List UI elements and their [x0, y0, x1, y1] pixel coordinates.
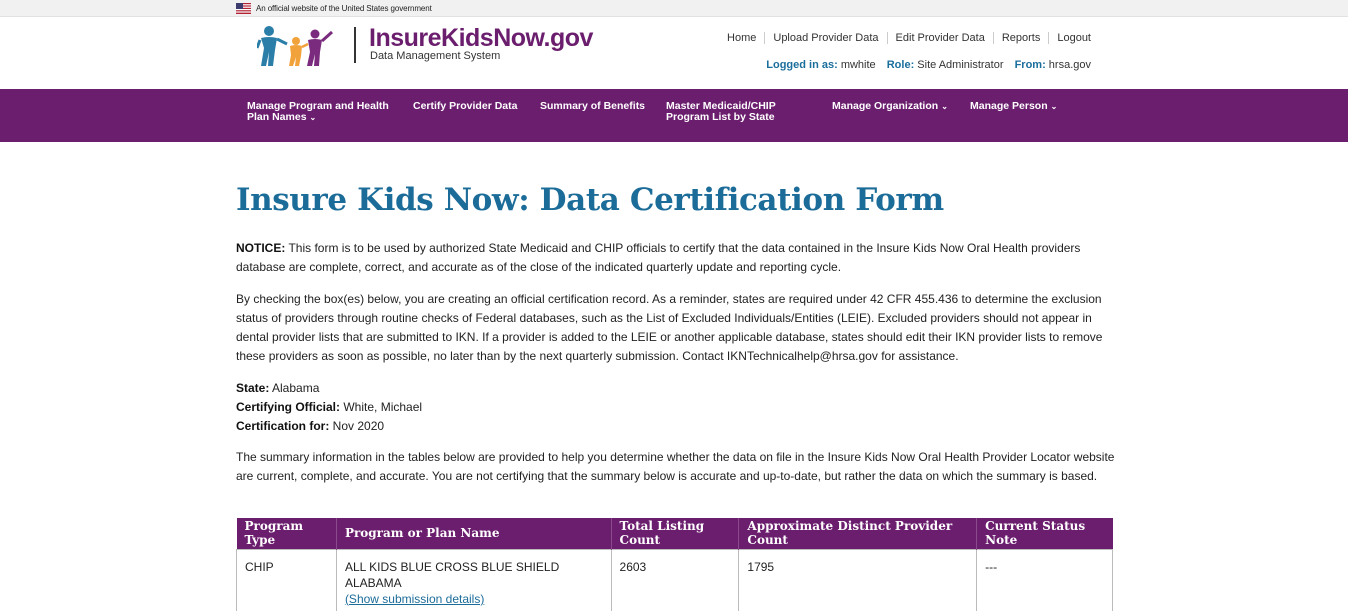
column-header-total-listing-count: Total Listing Count — [611, 518, 739, 549]
chevron-down-icon: ⌄ — [309, 113, 317, 122]
util-nav-reports[interactable]: Reports — [993, 32, 1049, 44]
nav-master-medicaid-chip-list[interactable] — [666, 101, 776, 123]
notice-label: NOTICE: — [236, 241, 286, 255]
site-logo-subtitle: Data Management System — [370, 50, 501, 62]
certifying-official-label: Certifying Official: — [236, 400, 341, 414]
nav-item-label: Plan Names — [247, 111, 307, 123]
nav-item-label: Manage Program and Health — [247, 100, 389, 112]
nav-summary-of-benefits[interactable] — [540, 101, 645, 112]
util-nav-edit-provider-data[interactable]: Edit Provider Data — [887, 32, 993, 44]
state-value: Alabama — [269, 381, 320, 395]
certification-for-label: Certification for: — [236, 419, 330, 433]
gov-banner-text: An official website of the United States government — [256, 4, 432, 13]
logged-in-user: mwhite — [840, 59, 876, 71]
show-submission-details-link[interactable]: (Show submission details) — [344, 591, 485, 606]
notice-paragraph — [236, 239, 1116, 277]
util-nav-home[interactable]: Home — [727, 32, 757, 44]
certification-for-value: Nov 2020 — [329, 419, 385, 433]
util-nav-logout[interactable]: Logout — [1048, 32, 1091, 44]
from-value: hrsa.gov — [1048, 59, 1091, 71]
cell-status-note: --- — [977, 549, 1113, 611]
nav-item-label: Summary of Benefits — [540, 100, 646, 112]
kids-logo-icon[interactable] — [257, 24, 343, 66]
util-nav-upload-provider-data[interactable]: Upload Provider Data — [764, 32, 886, 44]
nav-item-label: Manage Person — [970, 100, 1048, 112]
login-info — [766, 59, 1091, 71]
state-label: State: — [236, 381, 270, 395]
logged-in-label: Logged in as: — [766, 59, 838, 71]
nav-item-label: Certify Provider Data — [413, 100, 518, 112]
nav-manage-program-plan-names[interactable] — [247, 101, 389, 123]
table-row — [237, 549, 1113, 611]
summary-table — [236, 518, 1113, 611]
certification-for-line — [236, 417, 384, 436]
nav-certify-provider-data[interactable] — [413, 101, 517, 112]
cell-total-listing-count: 2603 — [611, 549, 739, 611]
certifying-official-value: White, Michael — [340, 400, 423, 414]
site-logo-title[interactable]: InsureKidsNow.gov — [369, 24, 593, 52]
main-nav — [0, 89, 1348, 142]
chevron-down-icon: ⌄ — [1050, 102, 1058, 111]
column-header-program-plan-name: Program or Plan Name — [336, 518, 611, 549]
from-label: From: — [1014, 59, 1046, 71]
chevron-down-icon: ⌄ — [941, 102, 948, 111]
column-header-program-type: Program Type — [237, 518, 337, 549]
notice-text: This form is to be used by authorized State Medicaid and CHIP officials to certify that the data contained in the Insure Kids Now Oral Health providers database are complete, correct, and accurate as of the close of the indicated quarterly update and reporting cycle. — [236, 241, 1081, 274]
table-header-row — [237, 518, 1113, 549]
certification-reminder-paragraph: By checking the box(es) below, you are creating an official certification record. As a reminder, states are required under 42 CFR 455.436 to determine the exclusion status of providers through routine checks of Federal databases, such as the List of Excluded Individuals/Entities (LEIE). Excluded providers should not appear in dental provider lists that are submitted to IKN. If a provider is added to the LEIE or another applicable database, states should edit their IKN provider lists to remove these providers as soon as possible, no later than by the next quarterly submission. Contact IKNTechnicalhelp@hrsa.gov for assistance. — [236, 292, 1103, 363]
summary-info-paragraph: The summary information in the tables below are provided to help you determine whether the data on file in the Insure Kids Now Oral Health Provider Locator website are current, complete, and accurate. You are not certifying that the summary below is accurate and up-to-date, but rather the data on which the summary is based. — [236, 450, 1115, 483]
nav-manage-person[interactable] — [970, 101, 1057, 112]
column-header-distinct-provider-count: Approximate Distinct Provider Count — [739, 518, 977, 549]
cell-plan-name — [336, 549, 611, 611]
nav-item-label: Manage Organization — [832, 100, 939, 112]
gov-banner — [0, 0, 1348, 17]
nav-item-label: Program List by State — [666, 111, 775, 123]
cell-distinct-provider-count: 1795 — [739, 549, 977, 611]
role-value: Site Administrator — [917, 59, 1004, 71]
us-flag-icon — [236, 3, 251, 14]
logo-divider — [354, 27, 356, 63]
certifying-official-line — [236, 398, 422, 417]
state-line — [236, 379, 319, 398]
role-label: Role: — [886, 59, 915, 71]
nav-item-label: Master Medicaid/CHIP — [666, 100, 776, 112]
cell-program-type: CHIP — [237, 549, 337, 611]
site-header — [0, 17, 1348, 89]
nav-manage-organization[interactable] — [832, 101, 948, 112]
page-title: Insure Kids Now: Data Certification Form — [236, 182, 944, 218]
utility-nav — [719, 32, 1091, 44]
column-header-current-status-note: Current Status Note — [977, 518, 1113, 549]
plan-name-text: ALL KIDS BLUE CROSS BLUE SHIELD ALABAMA — [344, 559, 560, 590]
